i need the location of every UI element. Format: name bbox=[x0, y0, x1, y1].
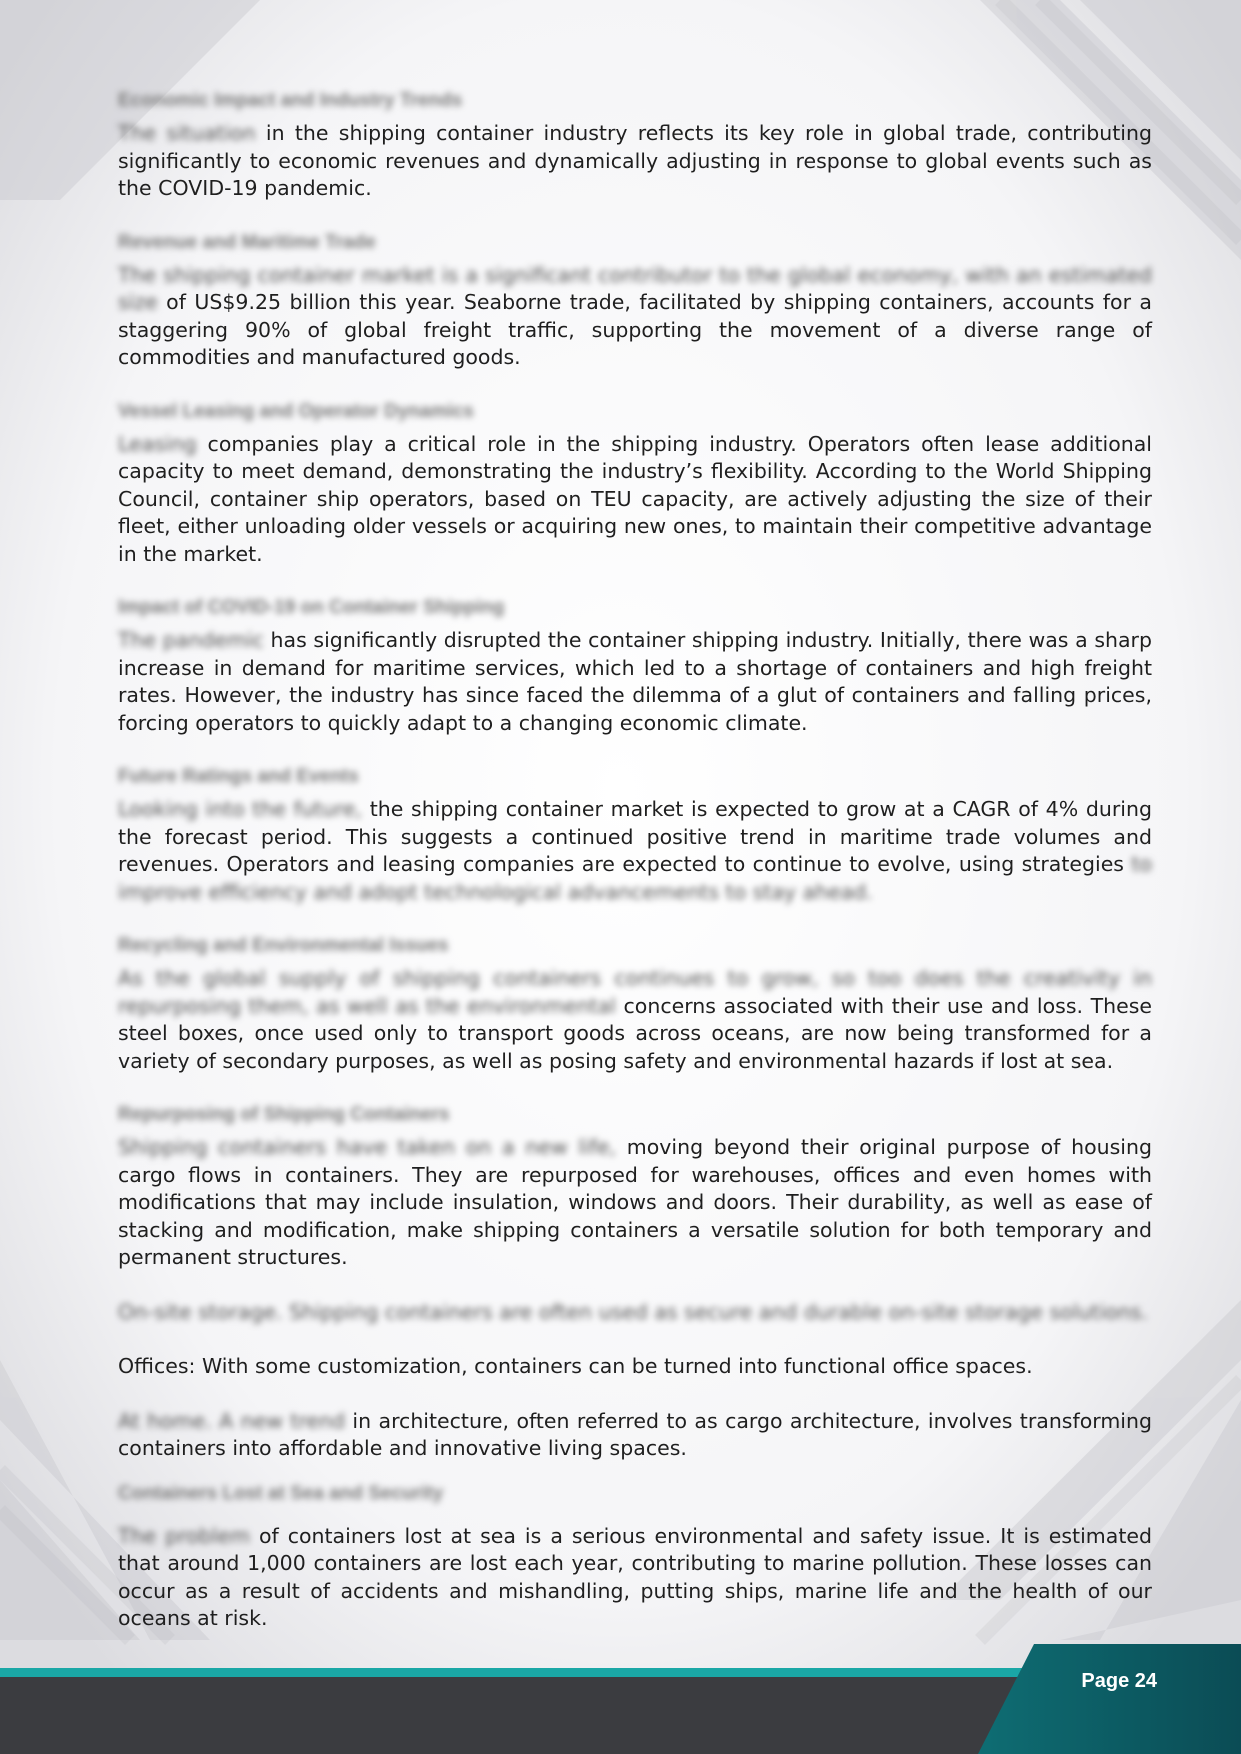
paragraph bbox=[118, 1353, 1152, 1381]
paragraph bbox=[118, 262, 1152, 372]
paragraph-text: in the shipping container industry reflects its key role in global trade, contributing significantly to economic revenues and dynamically adjusting in response to global events such as the COVID-19 pandemic. bbox=[118, 121, 1152, 200]
blurred-text: The situation bbox=[118, 121, 256, 145]
paragraph bbox=[118, 965, 1152, 1075]
section-heading: Repurposing of Shipping Containers bbox=[118, 1104, 450, 1125]
section bbox=[118, 764, 1152, 906]
blurred-text: The problem bbox=[118, 1523, 250, 1548]
paragraph-text: has significantly disrupted the container shipping industry. Initially, there was a sharp increase in demand for maritime services, which led to a shortage of containers and high freight rates. However, the industry has since faced the dilemma of a glut of containers and falling prices, forcing operators to quickly adapt to a changing economic climate. bbox=[118, 628, 1152, 735]
section-heading: Future Ratings and Events bbox=[118, 766, 359, 787]
page-number: Page 24 bbox=[1081, 1670, 1157, 1692]
paragraph bbox=[118, 431, 1152, 569]
paragraph bbox=[118, 1299, 1152, 1327]
paragraph-text: moving beyond their original purpose of housing cargo flows in containers. They are repurposed for warehouses, offices and even homes with modifications that may include insulation, windows and doors. Their durability, as well as ease of stacking and modification, make shipping containers a versatile solution for both temporary and permanent structures. bbox=[118, 1135, 1152, 1269]
section-heading: Vessel Leasing and Operator Dynamics bbox=[118, 400, 474, 422]
section bbox=[118, 1481, 1152, 1633]
section-heading: Economic Impact and Industry Trends bbox=[118, 90, 463, 111]
section bbox=[118, 399, 1152, 569]
paragraph-text: of US$9.25 billion this year. Seaborne trade, facilitated by shipping containers, accounts for a staggering 90% of global freight traffic, supporting the movement of a diverse range of commodities and manufactured goods. bbox=[118, 290, 1152, 369]
blurred-text: The pandemic bbox=[118, 628, 264, 652]
paragraph-text: companies play a critical role in the shipping industry. Operators often lease additional capacity to meet demand, demonstrating the industry’s flexibility. According to the World Shipping Council, container ship operators, based on TEU capacity, are actively adjusting the size of their fleet, either unloading older vessels or acquiring new ones, to maintain their competitive advantage in the market. bbox=[118, 431, 1152, 566]
blurred-text: to improve efficiency and adopt technological advancements to stay ahead. bbox=[118, 852, 1152, 904]
section-heading: Impact of COVID-19 on Container Shipping bbox=[118, 597, 505, 618]
paragraph bbox=[118, 1408, 1152, 1463]
section bbox=[118, 1102, 1152, 1272]
section bbox=[118, 933, 1152, 1075]
section-heading: Recycling and Environmental Issues bbox=[118, 935, 449, 956]
blurred-text: On-site storage. Shipping containers are often used as secure and durable on-site storage solutions. bbox=[118, 1299, 1148, 1324]
paragraph bbox=[118, 1134, 1152, 1272]
paragraph-text: Offices: With some customization, containers can be turned into functional office spaces. bbox=[118, 1354, 1033, 1378]
paragraph bbox=[118, 796, 1152, 906]
blurred-text: Looking into the future, bbox=[118, 797, 363, 821]
section bbox=[118, 230, 1152, 372]
footer-page-tab bbox=[978, 1644, 1241, 1754]
blurred-text: Leasing bbox=[118, 431, 197, 456]
document-body bbox=[118, 88, 1152, 1660]
section bbox=[118, 88, 1152, 203]
blurred-text: Shipping containers have taken on a new life, bbox=[118, 1135, 617, 1159]
paragraph-text: the shipping container market is expected to grow at a CAGR of 4% during the forecast period. This suggests a continued positive trend in maritime trade volumes and revenues. Operators and leasing companies are expected to continue to evolve, using strategies bbox=[118, 797, 1152, 876]
blurred-text: As the global supply of shipping containers continues to grow, so too does the creativity in repurposing them, as well as the environmental bbox=[118, 966, 1152, 1018]
page-footer bbox=[0, 1644, 1241, 1754]
paragraph-text: concerns associated with their use and loss. These steel boxes, once used only to transport goods across oceans, are now being transformed for a variety of secondary purposes, as well as posing safety and environmental hazards if lost at sea. bbox=[118, 993, 1152, 1073]
paragraph bbox=[118, 120, 1152, 203]
blurred-text: The shipping container market is a significant contributor to the global economy, with an estimated size bbox=[118, 262, 1152, 314]
blurred-text: At home. A new trend bbox=[118, 1408, 345, 1433]
paragraph-text: of containers lost at sea is a serious environmental and safety issue. It is estimated that around 1,000 containers are lost each year, contributing to marine pollution. These losses can occur as a result of accidents and mishandling, putting ships, marine life and the health of our oceans at risk. bbox=[118, 1523, 1152, 1630]
paragraph bbox=[118, 627, 1152, 737]
paragraph bbox=[118, 1523, 1152, 1633]
section bbox=[118, 595, 1152, 737]
section-heading: Containers Lost at Sea and Security bbox=[118, 1482, 444, 1504]
section-heading: Revenue and Maritime Trade bbox=[118, 231, 376, 253]
paragraph-text: in architecture, often referred to as cargo architecture, involves transforming containers into affordable and innovative living spaces. bbox=[118, 1408, 1152, 1460]
